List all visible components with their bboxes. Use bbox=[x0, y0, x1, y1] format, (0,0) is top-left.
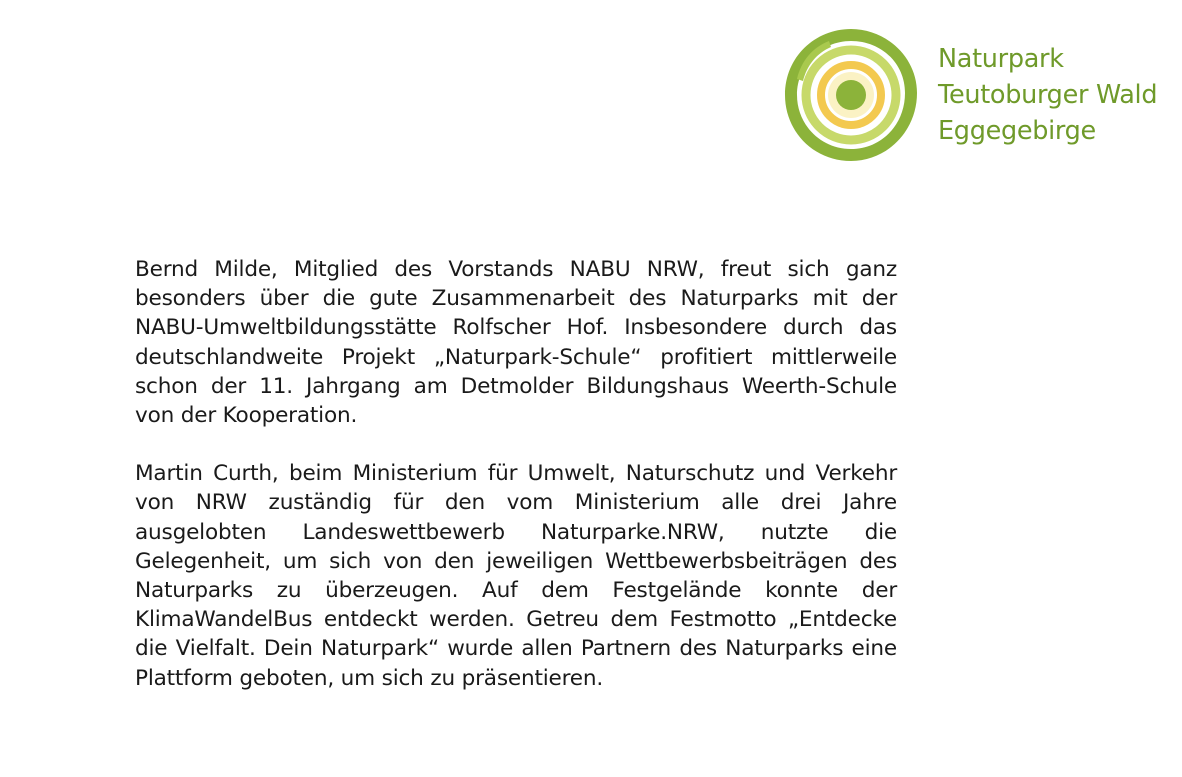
logo-line-eggegebirge: Eggegebirge bbox=[938, 116, 1096, 146]
paragraph-bernd-milde: Bernd Milde, Mitglied des Vorstands NABU NRW, freut sich ganz besonders über die gute Zusammenarbeit des Naturparks mit der NABU-Umweltbildungsstätte Rolfscher Hof. Insbesondere durch das deutschlandweite Projekt „Naturpark-Schule“ profitiert mittlerweile schon der 11. Jahrgang am Detmolder Bildungshaus Weerth-Schule von der Kooperation. bbox=[135, 257, 897, 429]
paragraph-martin-curth: Martin Curth, beim Ministerium für Umwelt, Naturschutz und Verkehr von NRW zuständig für den vom Ministerium alle drei Jahre ausgelobten Landeswettbewerb Naturparke.NRW, nutzte die Gelegenheit, um sich von den jeweiligen Wettbewerbsbeiträgen des Naturparks zu überzeugen. Auf dem Festgelände konnte der KlimaWandelBus entdeckt werden. Getreu dem Festmotto „Entdecke die Vielfalt. Dein Naturpark“ wurde allen Partnern des Naturparks eine Plattform geboten, um sich zu präsentieren. bbox=[135, 461, 897, 691]
naturpark-rings-logo-icon bbox=[783, 27, 919, 163]
naturpark-logo bbox=[783, 27, 1182, 165]
logo-line-naturpark: Naturpark bbox=[938, 44, 1064, 74]
article-body bbox=[135, 255, 897, 722]
logo-line-teutoburger-wald: Teutoburger Wald bbox=[938, 80, 1158, 110]
logo-wordmark bbox=[938, 41, 1157, 149]
